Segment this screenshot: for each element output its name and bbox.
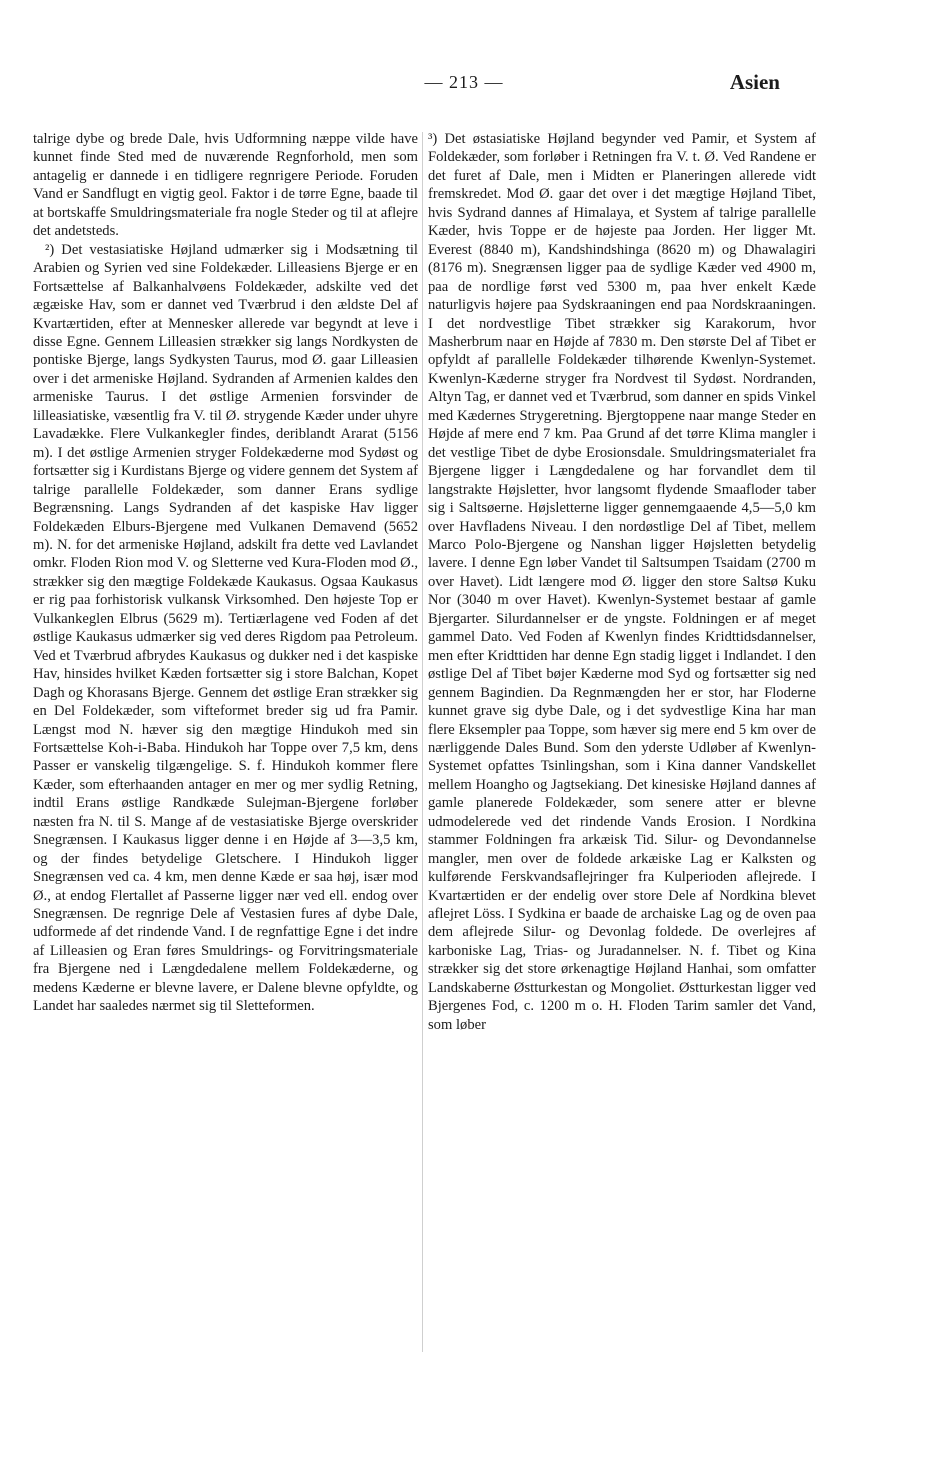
left-column [33, 130, 418, 1016]
right-column [428, 130, 816, 1034]
page-number: — 213 — [424, 72, 504, 92]
column-divider [422, 132, 423, 1352]
paragraph: talrige dybe og brede Dale, hvis Udformning næppe vilde have kunnet finde Sted med de nuværende Regnforhold, men som antagelig er dannede i en tidligere regnrigere Periode. Foruden Vand er Sandflugt en vigtig geol. Faktor i de tørre Egne, baade til at bortskaffe Smuldringsmateriale fra nogle Steder og til at aflejre det andetsteds. [33, 131, 418, 240]
section-title: Asien [729, 70, 780, 94]
page-header [0, 72, 928, 102]
paragraph: ²) Det vestasiatiske Højland udmærker sig i Modsætning til Arabien og Syrien ved sine Foldekæder. Lilleasiens Bjerge er en Fortsættelse af Balkanhalvøens Foldekæder, adskilte ved det ægæiske Hav, som er dannet ved Tværbrud i den ældste Del af Kvartærtiden, efter at Mennesker allerede var begyndt at leve i disse Egne. Gennem Lilleasien strækker sig langs Nordkysten de pontiske Bjerge, langs Sydkysten Taurus, mod Ø. gaar Lilleasien over i det armeniske Højland. Sydranden af Armenien kaldes den armeniske Taurus. I det østlige Armenien forsvinder de lilleasiatiske, væsentlig fra V. til Ø. strygende Kæder under uhyre Lavadække. Flere Vulkankegler findes, deriblandt Ararat (5156 m). I det østlige Armenien stryger Foldekæderne mod Sydøst og fortsætter sig i Kurdistans Bjerge og videre gennem det System af talrige parallelle Foldekæder, som danner Erans sydlige Begrænsning. Langs Sydranden af det kaspiske Hav ligger Foldekæden Elburs-Bjergene med Vulkanen Demavend (5652 m). N. for det armeniske Højland, adskilt fra dette ved Lavlandet omkr. Floden Rion mod V. og Sletterne ved Kura-Floden mod Ø., strækker sig den mægtige Foldekæde Kaukasus. Ogsaa Kaukasus er rig paa forhistorisk vulkansk Virksomhed. Den højeste Top er Vulkankeglen Elbrus (5629 m). Tertiærlagene ved Foden af det østlige Kaukasus udmærker sig ved deres Rigdom paa Petroleum. Ved et Tværbrud afbrydes Kaukasus og dukker ned i det kaspiske Hav, hinsides hvilket Kæden fortsætter sig i store Balchan, Kopet Dagh og Khorasans Bjerge. Gennem det østlige Eran strækker sig en Del Foldekæder, som vifteformet breder sig ud fra Pamir. Længst mod N. hæver sig den mægtige Hindukoh med sin Fortsættelse Koh-i-Baba. Hindukoh har Toppe over 7,5 km, dens Passer er vanskelig tilgængelige. S. f. Hindukoh kommer flere Kæder, som efterhaanden antager en mer og mer sydlig Retning, indtil Erans østlige Randkæde Sulejman-Bjergene forløber næsten fra N. til S. Mange af de vestasiatiske Bjerge overskrider Snegrænsen. I Kaukasus ligger denne i en Højde af 3—3,5 km, og der findes betydelige Gletschere. I Hindukoh ligger Snegrænsen ved ca. 4 km, men denne Kæde er saa høj, især mod Ø., at endog Flertallet af Passerne ligger nær ved ell. endog over Snegrænsen. De regnrige Dele af Vestasien fures af dybe Dale, udformede af det rindende Vand. I de regnfattige Egne i det indre af Lilleasien og Eran føres Smuldrings- og Forvitringsmateriale fra Bjergene ned i Længdedalene mellem Foldekæderne, og medens Kæderne er blevne lavere, er Dalene blevne opfyldte, og Landet har saaledes nærmet sig til Sletteformen. [33, 241, 418, 1015]
paragraph: ³) Det østasiatiske Højland begynder ved Pamir, et System af Foldekæder, som forløber i Retningen fra V. t. Ø. Ved Randene er det furet af Dale, men i Midten er Planeringen allerede vidt fremskredet. Mod Ø. gaar det over i det mægtige Højland Tibet, hvis Sydrand dannes af Himalaya, et System af talrige parallelle Kæder, hvis Toppe er de højeste paa Jorden. Her ligger Mt. Everest (8840 m), Kandshindshinga (8620 m) og Dhawalagiri (8176 m). Snegrænsen ligger paa de sydlige Kæder ved 4900 m, paa de nordlige først ved 5300 m, paa hver enkelt Kæde naturligvis højere paa Sydskraaningen end paa Nordskraaningen. I det nordvestlige Tibet strækker sig Karakorum, hvor Masherbrum naar en Højde af 7830 m. Den største Del af Tibet er opfyldt af parallelle Foldekæder tilhørende Kwenlyn-Systemet. Kwenlyn-Kæderne stryger fra Nordvest til Sydøst. Nordranden, Altyn Tag, er dannet ved et Tværbrud, som danner en spids Vinkel med Kædernes Strygeretning. Bjergtoppene naar mange Steder en Højde af mere end 7 km. Paa Grund af det tørre Klima mangler i det vestlige Tibet de dybe Erosionsdale. Smuldringsmaterialet fra Bjergene ligger i Længdedalene og har forvandlet dem til langstrakte Højsletter, hvor langsomt flydende Smaafloder taber sig i Saltsøerne. Højsletterne ligger gennemgaaende 4,5—5,0 km over Havfladens Niveau. I den nordøstlige Del af Tibet, mellem Marco Polo-Bjergene og Nanshan ligger Højsletten betydelig lavere. I denne Egn løber Vandet til Saltsumpen Tsaidam (2700 m over Havet). Lidt længere mod Ø. ligger den store Saltsø Kuku Nor (3040 m over Havet). Kwenlyn-Systemet bestaar af gamle Bjergarter. Silurdannelser er de yngste. Foldningen er af meget gammel Dato. Ved Foden af Kwenlyn findes Kridttidsdannelser, men efter Kridttiden har denne Egn stadig ligget i Indlandet. I den østlige Del af Tibet bøjer Kæderne mod Syd og fortsætter sig ned gennem Bagindien. Da Regnmængden her er stor, har Floderne kunnet grave sig dybe Dale, og i det sydvestlige Kina har man flere Eksempler paa Toppe, som hæver sig mere end 5 km over de nærliggende Dales Bund. Som den yderste Udløber af Kwenlyn-Systemet opfattes Tsinlingshan, som i Kina danner Vandskellet mellem Hoangho og Jagtsekiang. Det kinesiske Højland dannes af gamle planerede Foldekæder, som senere atter er blevne udmodelerede ved det rindende Vands Erosion. I Nordkina stammer Foldningen fra arkæisk Tid. Silur- og Devondannelse mangler, men over de foldede arkæiske Lag er Kalksten og kulførende Ferskvandsaflejringer fra Kulperioden aflejrede. I Kvartærtiden er der endelig over store Dele af Nordkina blevet aflejret Löss. I Sydkina er baade de archaiske Lag og de oven paa dem aflejrede Silur- og Devonlag foldede. De overlejres af karboniske Lag, Trias- og Juradannelser. N. f. Tibet og Kina strækker sig det store ørkenagtige Højland Hanhai, som omfatter Landskaberne Østturkestan og Mongoliet. Østturkestan ligger ved Bjergenes Fod, c. 1200 m o. H. Floden Tarim samler det Vand, som løber [428, 131, 816, 1033]
